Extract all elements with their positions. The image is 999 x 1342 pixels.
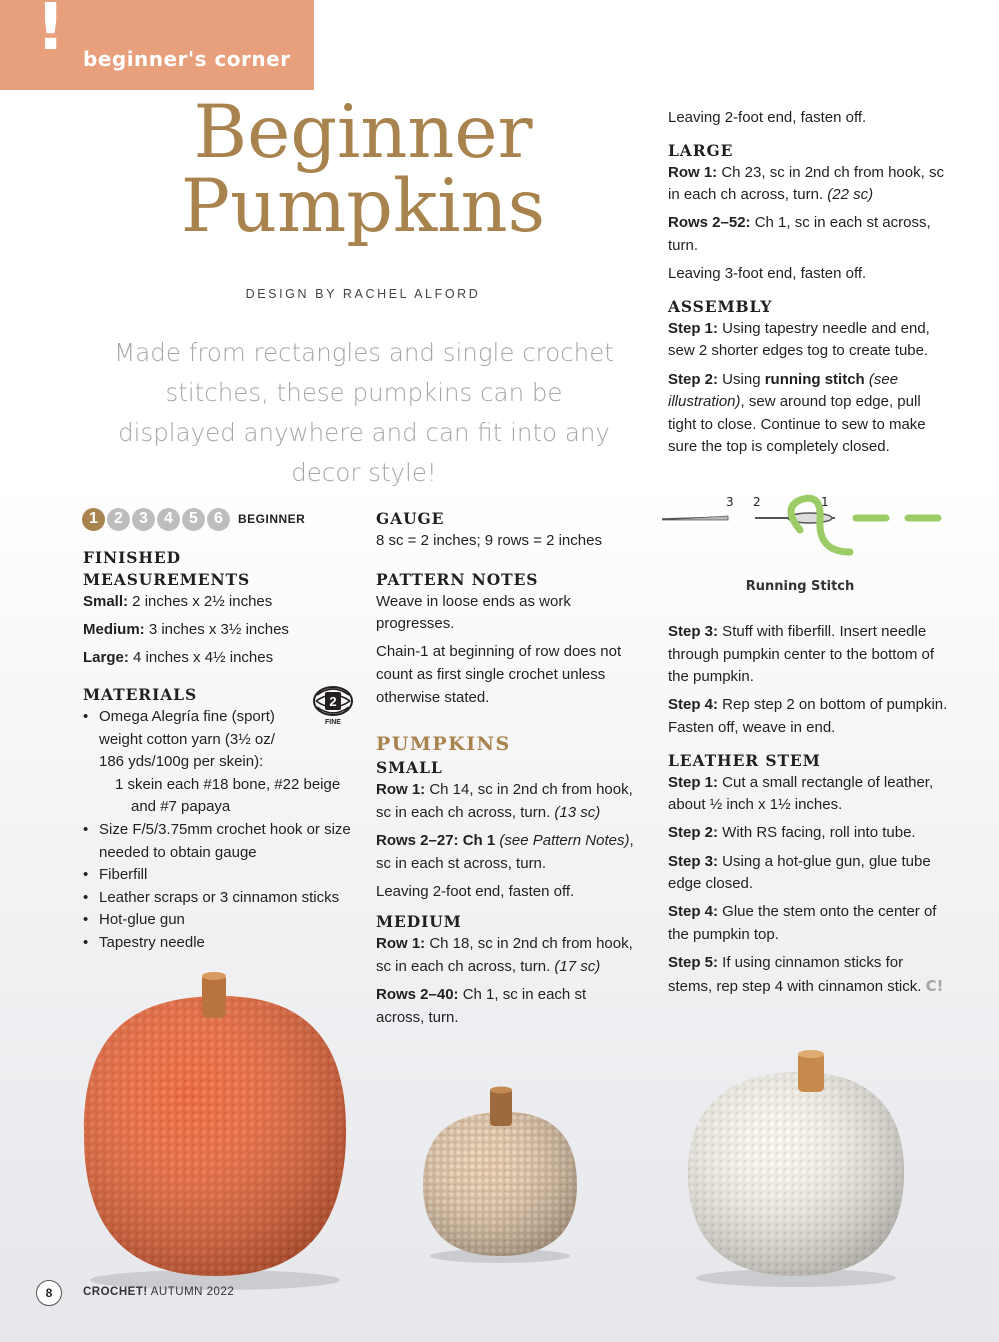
assembly-heading: ASSEMBLY [668, 296, 773, 316]
list-item: • Hot-glue gun [83, 909, 353, 932]
yarn-weight-label: FINE [325, 719, 341, 726]
medium-end: Leaving 2-foot end, fasten off. [668, 109, 867, 126]
stitch-label-1: 1 [821, 495, 829, 509]
gauge-text: 8 sc = 2 inches; 9 rows = 2 inches [376, 532, 602, 549]
column-middle [376, 508, 638, 1035]
intro-text: Made from rectangles and single crochet stitches, these pumpkins can be displayed anywhere and can fit into any decor style! [114, 338, 614, 487]
assembly-step-1: Step 1: Using tapestry needle and end, sew 2 shorter edges tog to create tube. [668, 319, 930, 360]
finished-small: Small: 2 inches x 2½ inches [83, 593, 273, 610]
materials-list [83, 706, 353, 955]
footer-issue: CROCHET! AUTUMN 2022 [83, 1286, 235, 1298]
skill-level-3-icon: 3 [132, 508, 155, 531]
list-item: • Leather scraps or 3 cinnamon sticks [83, 887, 353, 910]
running-stitch-caption: Running Stitch [745, 579, 855, 594]
medium-row-1: Row 1: Ch 18, sc in 2nd ch from hook, sc in each ch across, turn. (17 sc) [376, 935, 633, 975]
stem-step-2: Step 2: With RS facing, roll into tube. [668, 824, 916, 842]
skill-level-4-icon: 4 [157, 508, 180, 531]
list-item: • Size F/5/3.75mm crochet hook or size needed to obtain gauge [83, 819, 353, 864]
skill-level [82, 507, 305, 531]
large-end: Leaving 3-foot end, fasten off. [668, 265, 867, 283]
assembly-step-3: Step 3: Stuff with fiberfill. Insert needle through pumpkin center to the bottom of the pumpkin. [668, 623, 934, 686]
list-item: • Fiberfill [83, 864, 353, 887]
small-end: Leaving 2-foot end, fasten off. [376, 882, 575, 900]
skill-level-label: BEGINNER [238, 512, 306, 526]
skill-level-1-icon: 1 [82, 508, 105, 531]
finished-heading: FINISHED MEASUREMENTS [83, 548, 251, 589]
assembly-step-2: Step 2: Using running stitch (see illustration), sew around top edge, pull tight to close. Continue to sew to make sure the top is completely closed. [668, 370, 926, 456]
medium-rows: Rows 2–40: Ch 1, sc in each st across, turn. [376, 986, 587, 1026]
yarn-weight-number: 2 [329, 694, 337, 709]
yarn-weight-icon [312, 685, 354, 727]
pumpkins-heading: PUMPKINS [376, 733, 511, 756]
stitch-label-2: 2 [753, 495, 761, 509]
list-item: • Omega Alegría fine (sport) weight cotton yarn (3½ oz/ 186 yds/100g per skein): 1 skein each #18 bone, #22 beige and #7 papaya [83, 706, 353, 819]
pattern-notes-heading: PATTERN NOTES [376, 569, 539, 589]
pattern-notes-2: Chain-1 at beginning of row does not count as first single crochet unless otherwise stated. [376, 643, 622, 706]
gauge-heading: GAUGE [376, 509, 445, 528]
large-heading: LARGE [668, 140, 734, 160]
skill-level-5-icon: 5 [182, 508, 205, 531]
pattern-notes-1: Weave in loose ends as work progresses. [376, 592, 571, 633]
stem-step-1: Step 1: Cut a small rectangle of leather, about ½ inch x 1½ inches. [668, 773, 934, 814]
column-right-bottom [668, 621, 948, 1004]
finished-medium: Medium: 3 inches x 3½ inches [83, 621, 289, 639]
byline: DESIGN BY RACHEL ALFORD [245, 287, 481, 301]
finished-large: Large: 4 inches x 4½ inches [83, 649, 274, 667]
stem-step-4: Step 4: Glue the stem onto the center of the pumpkin top. [668, 903, 937, 943]
small-rows: Rows 2–27: Ch 1 (see Pattern Notes), sc in each st across, turn. [376, 831, 634, 872]
running-stitch-illustration [660, 490, 950, 570]
stem-step-5: Step 5: If using cinnamon sticks for stems, rep step 4 with cinnamon stick. C! [668, 954, 944, 995]
leather-stem-heading: LEATHER STEM [668, 750, 821, 770]
skill-level-2-icon: 2 [107, 508, 130, 531]
title-line-2: Pumpkins [180, 164, 546, 250]
section-tab [0, 0, 314, 90]
title-line-1: Beginner [193, 90, 533, 175]
large-rows: Rows 2–52: Ch 1, sc in each st across, turn. [668, 214, 931, 254]
large-row-1: Row 1: Ch 23, sc in 2nd ch from hook, sc in each ch across, turn. (22 sc) [668, 163, 944, 204]
exclamation-icon: ! [36, 0, 66, 65]
skill-level-6-icon: 6 [207, 508, 230, 531]
medium-heading: MEDIUM [376, 912, 462, 932]
list-item: • Tapestry needle [83, 932, 353, 955]
column-right-top [668, 107, 948, 465]
small-row-1: Row 1: Ch 14, sc in 2nd ch from hook, sc in each ch across, turn. (13 sc) [376, 781, 633, 821]
page-title [120, 90, 606, 250]
stitch-label-3: 3 [726, 495, 734, 509]
end-mark: C! [925, 976, 944, 995]
assembly-step-4: Step 4: Rep step 2 on bottom of pumpkin. Fasten off, weave in end. [668, 696, 948, 736]
page-number: 8 [36, 1280, 62, 1306]
column-left [83, 547, 353, 955]
small-heading: SMALL [376, 758, 443, 778]
section-label: beginner's corner [83, 47, 291, 71]
materials-heading: MATERIALS [83, 684, 198, 704]
stem-step-3: Step 3: Using a hot-glue gun, glue tube edge closed. [668, 852, 931, 893]
pumpkins-photo [0, 960, 999, 1290]
